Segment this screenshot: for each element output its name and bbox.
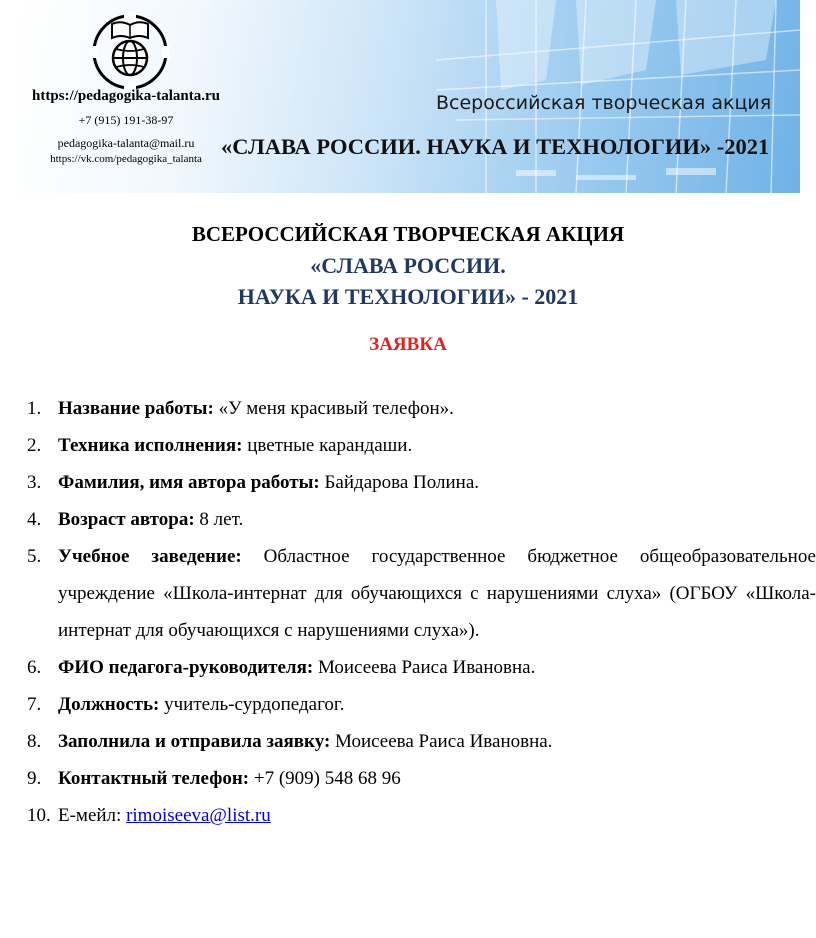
item-number: 4. <box>27 509 42 530</box>
item-number: 8. <box>27 731 42 752</box>
banner-subtitle: Всероссийская творческая акция <box>436 92 772 114</box>
item-label: Е-мейл: <box>58 805 127 826</box>
email-address[interactable]: pedagogika-talanta@mail.ru <box>57 136 195 150</box>
item-number: 7. <box>27 694 42 715</box>
item-value: +7 (909) 548 68 96 <box>249 768 401 789</box>
item-number: 1. <box>27 398 42 419</box>
list-item <box>27 723 816 760</box>
item-label: Заполнила и отправила заявку: <box>58 731 331 752</box>
application-heading: ЗАЯВКА <box>369 334 447 355</box>
item-label: ФИО педагога-руководителя: <box>58 657 314 678</box>
item-value: Моисеева Раиса Ивановна. <box>313 657 536 678</box>
item-label: Должность: <box>58 694 160 715</box>
item-number: 2. <box>27 435 42 456</box>
item-number: 3. <box>27 472 42 493</box>
heading-line-2: «СЛАВА РОССИИ. <box>310 253 506 278</box>
header-banner <box>16 0 800 193</box>
list-item <box>27 686 816 723</box>
item-value: Областное государственное бюджетное общеобразовательное учреждение «Школа-интернат для обучающихся с нарушениями слуха» (ОГБОУ «Школа-интернат для обучающихся с нарушениями слуха»). <box>58 546 816 641</box>
banner-title: «СЛАВА РОССИИ. НАУКА И ТЕХНОЛОГИИ» -2021 <box>221 134 770 159</box>
list-item <box>27 390 816 427</box>
item-label: Техника исполнения: <box>58 435 243 456</box>
item-label: Учебное заведение: <box>58 546 242 567</box>
item-value: 8 лет. <box>194 509 244 530</box>
list-item <box>27 464 816 501</box>
item-value: цветные карандаши. <box>242 435 413 456</box>
item-number: 5. <box>27 546 42 567</box>
phone-number: +7 (915) 191-38-97 <box>78 113 174 127</box>
item-value: «У меня красивый телефон». <box>213 398 454 419</box>
heading-line-1: ВСЕРОССИЙСКАЯ ТВОРЧЕСКАЯ АКЦИЯ <box>191 222 625 246</box>
application-list <box>27 390 816 834</box>
item-value: Байдарова Полина. <box>319 472 480 493</box>
item-label: Название работы: <box>58 398 214 419</box>
list-item <box>27 427 816 464</box>
item-value: Моисеева Раиса Ивановна. <box>330 731 553 752</box>
item-number: 9. <box>27 768 42 789</box>
item-label: Возраст автора: <box>58 509 195 530</box>
item-number: 6. <box>27 657 42 678</box>
vk-url[interactable]: https://vk.com/pedagogika_talanta <box>50 153 202 165</box>
list-item <box>27 501 816 538</box>
item-label: Фамилия, имя автора работы: <box>58 472 320 493</box>
item-number: 10. <box>27 805 51 826</box>
list-item <box>27 649 816 686</box>
list-item <box>27 538 816 649</box>
item-value: учитель-сурдопедагог. <box>159 694 345 715</box>
item-label: Контактный телефон: <box>58 768 250 789</box>
list-item <box>27 760 816 797</box>
heading-line-3: НАУКА И ТЕХНОЛОГИИ» - 2021 <box>237 284 579 309</box>
globe-book-logo-icon <box>90 10 170 92</box>
site-url[interactable]: https://pedagogika-talanta.ru <box>32 88 220 104</box>
list-item <box>27 797 816 834</box>
email-link[interactable]: rimoiseeva@list.ru <box>126 805 271 826</box>
